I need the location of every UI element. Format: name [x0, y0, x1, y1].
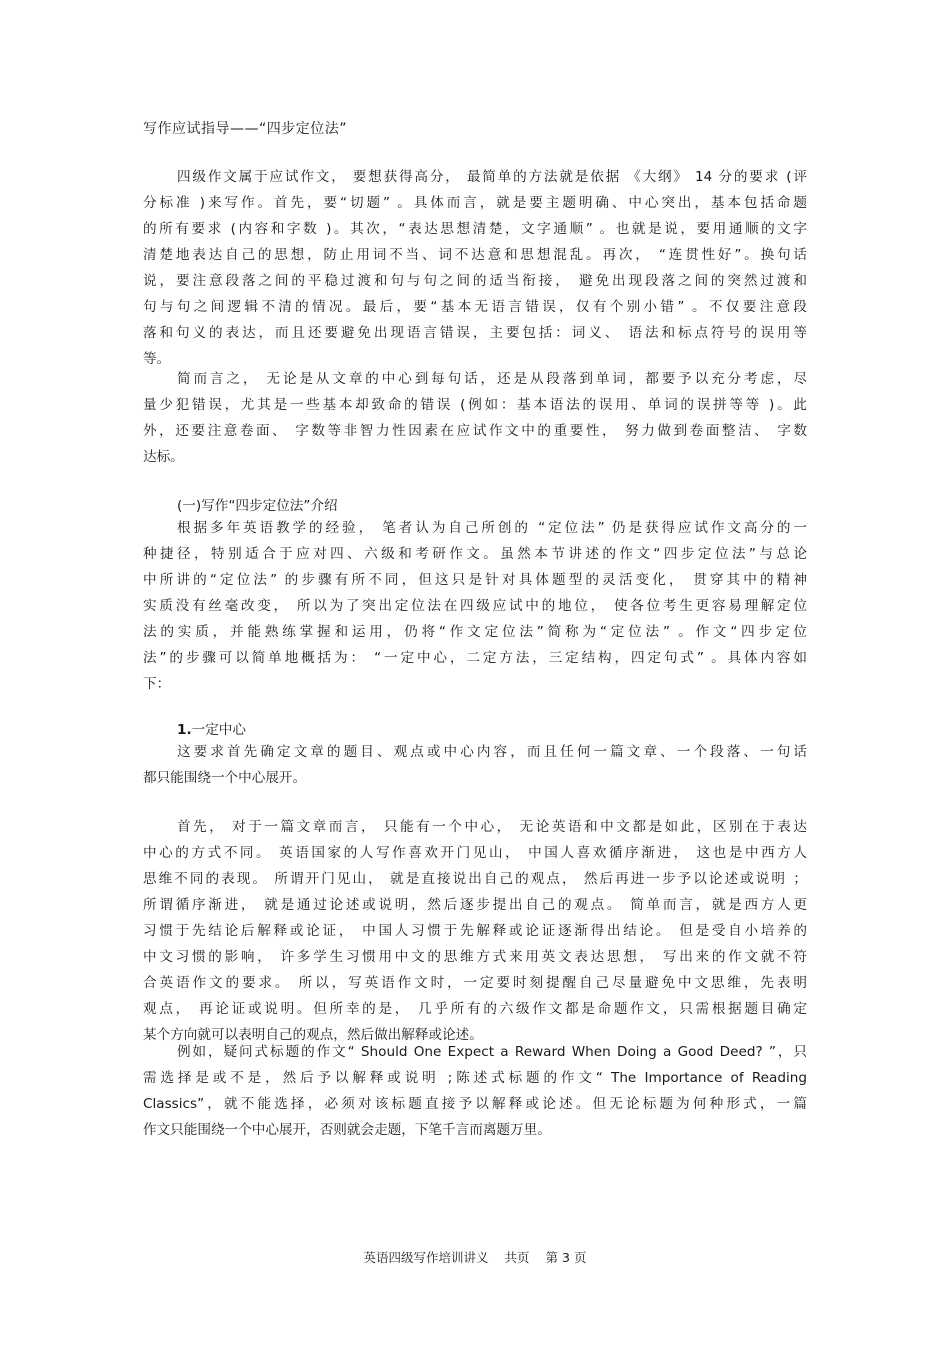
intro-line: 清楚地表达自己的思想，防止用词不当、词不达意和思想混乱。再次， “连贯性好”。换句话 [143, 247, 807, 263]
section1-line: 种捷径，特别适合于应对四、六级和考研作文。虽然本节讲述的作文“四步定位法”与总论 [143, 546, 807, 562]
section1-line: 法”的步骤可以简单地概括为： “一定中心，二定方法，三定结构，四定句式” 。具体内容如 [143, 650, 807, 666]
intro-line: 等。 [143, 351, 171, 367]
summary-paragraph [143, 366, 807, 470]
intro-line: 四级作文属于应试作文， 要想获得高分， 最简单的方法就是依据 《大纲》 14 分的要求 (评 [177, 169, 807, 185]
step1-detail-paragraph [143, 814, 807, 1048]
footer-course-title: 英语四级写作培训讲义 [363, 1250, 489, 1265]
step-title: 一定中心 [191, 722, 246, 738]
example-line: 需选择是或不是，然后予以解释或说明 ;陈述式标题的作文“ The Importance of Reading [143, 1070, 807, 1086]
section-heading: (一)写作“四步定位法”介绍 [177, 498, 338, 514]
detail-line: 所谓循序渐进， 就是通过论述或说明，然后逐步提出自己的观点。 简单而言，就是西方人更 [143, 897, 807, 913]
intro-line: 说，要注意段落之间的平稳过渡和句与句之间的适当衔接， 避免出现段落之间的突然过渡和 [143, 273, 807, 289]
section1-line: 实质没有丝毫改变， 所以为了突出定位法在四级应试中的地位， 使各位考生更容易理解定位 [143, 598, 807, 614]
intro-line: 的所有要求 (内容和字数 )。其次，“表达思想清楚，文字通顺” 。也就是说，要用通顺的文字 [143, 221, 807, 237]
summary-line: 达标。 [143, 449, 184, 465]
step-heading [177, 718, 246, 738]
step1-line: 这要求首先确定文章的题目、观点或中心内容，而且任何一篇文章、一个段落、一句话 [177, 744, 807, 760]
section1-line: 中所讲的“定位法” 的步骤有所不同，但这只是针对具体题型的灵活变化， 贯穿其中的精神 [143, 572, 807, 588]
example-paragraph [143, 1039, 807, 1143]
example-line: Classics”，就不能选择，必须对该标题直接予以解释或论述。但无论标题为何种形式，一篇 [143, 1096, 807, 1112]
step-number: 1. [177, 722, 192, 738]
detail-line: 思维不同的表现。 所谓开门见山， 就是直接说出自己的观点， 然后再进一步予以论述或说明 ； [143, 871, 807, 887]
step1-paragraph [143, 739, 807, 791]
footer-page-number: 第 3 页 [545, 1250, 587, 1265]
intro-line: 落和句义的表达，而且还要避免出现语言错误，主要包括：词义、 语法和标点符号的误用等 [143, 325, 807, 341]
summary-line: 外，还要注意卷面、 字数等非智力性因素在应试作文中的重要性， 努力做到卷面整洁、 字数 [143, 423, 807, 439]
detail-line: 观点， 再论证或说明。但所幸的是， 几乎所有的六级作文都是命题作文，只需根据题目确定 [143, 1001, 807, 1017]
detail-line: 首先， 对于一篇文章而言， 只能有一个中心， 无论英语和中文都是如此，区别在于表达 [177, 819, 807, 835]
section1-paragraph [143, 515, 807, 697]
intro-line: 句与句之间逻辑不清的情况。最后，要“基本无语言错误，仅有个别小错” 。不仅要注意段 [143, 299, 807, 315]
page-footer [0, 1248, 950, 1266]
intro-line: 分标准 )来写作。首先，要“切题” 。具体而言，就是要主题明确、中心突出，基本包括命题 [143, 195, 807, 211]
detail-line: 习惯于先结论后解释或论证， 中国人习惯于先解释或论证逐渐得出结论。 但是受自小培养的 [143, 923, 807, 939]
detail-line: 某个方向就可以表明自己的观点，然后做出解释或论述。 [143, 1027, 483, 1043]
example-line: 例如，疑问式标题的作文“ Should One Expect a Reward When Doing a Good Deed? ”，只 [177, 1044, 807, 1060]
detail-line: 中文习惯的影响， 许多学生习惯用中文的思维方式来用英文表达思想， 写出来的作文就不符 [143, 949, 807, 965]
page-title: 写作应试指导——“四步定位法” [143, 121, 348, 137]
section1-line: 根据多年英语教学的经验， 笔者认为自己所创的 “定位法” 仍是获得应试作文高分的一 [177, 520, 807, 536]
detail-line: 中心的方式不同。 英语国家的人写作喜欢开门见山， 中国人喜欢循序渐进， 这也是中西方人 [143, 845, 807, 861]
intro-paragraph [143, 164, 807, 372]
section1-line: 法的实质，并能熟练掌握和运用，仍将“作文定位法”简称为“定位法” 。作文“四步定位 [143, 624, 807, 640]
footer-total-pages: 共页 [504, 1250, 530, 1265]
section1-line: 下： [143, 676, 171, 692]
example-line: 作文只能围绕一个中心展开，否则就会走题，下笔千言而离题万里。 [143, 1122, 551, 1138]
summary-line: 简而言之， 无论是从文章的中心到每句话，还是从段落到单词，都要予以充分考虑，尽 [177, 371, 807, 387]
summary-line: 量少犯错误，尤其是一些基本却致命的错误 (例如：基本语法的误用、单词的误拼等等 )。此 [143, 397, 807, 413]
step1-line: 都只能围绕一个中心展开。 [143, 770, 307, 786]
detail-line: 合英语作文的要求。 所以，写英语作文时，一定要时刻提醒自己尽量避免中文思维，先表明 [143, 975, 807, 991]
